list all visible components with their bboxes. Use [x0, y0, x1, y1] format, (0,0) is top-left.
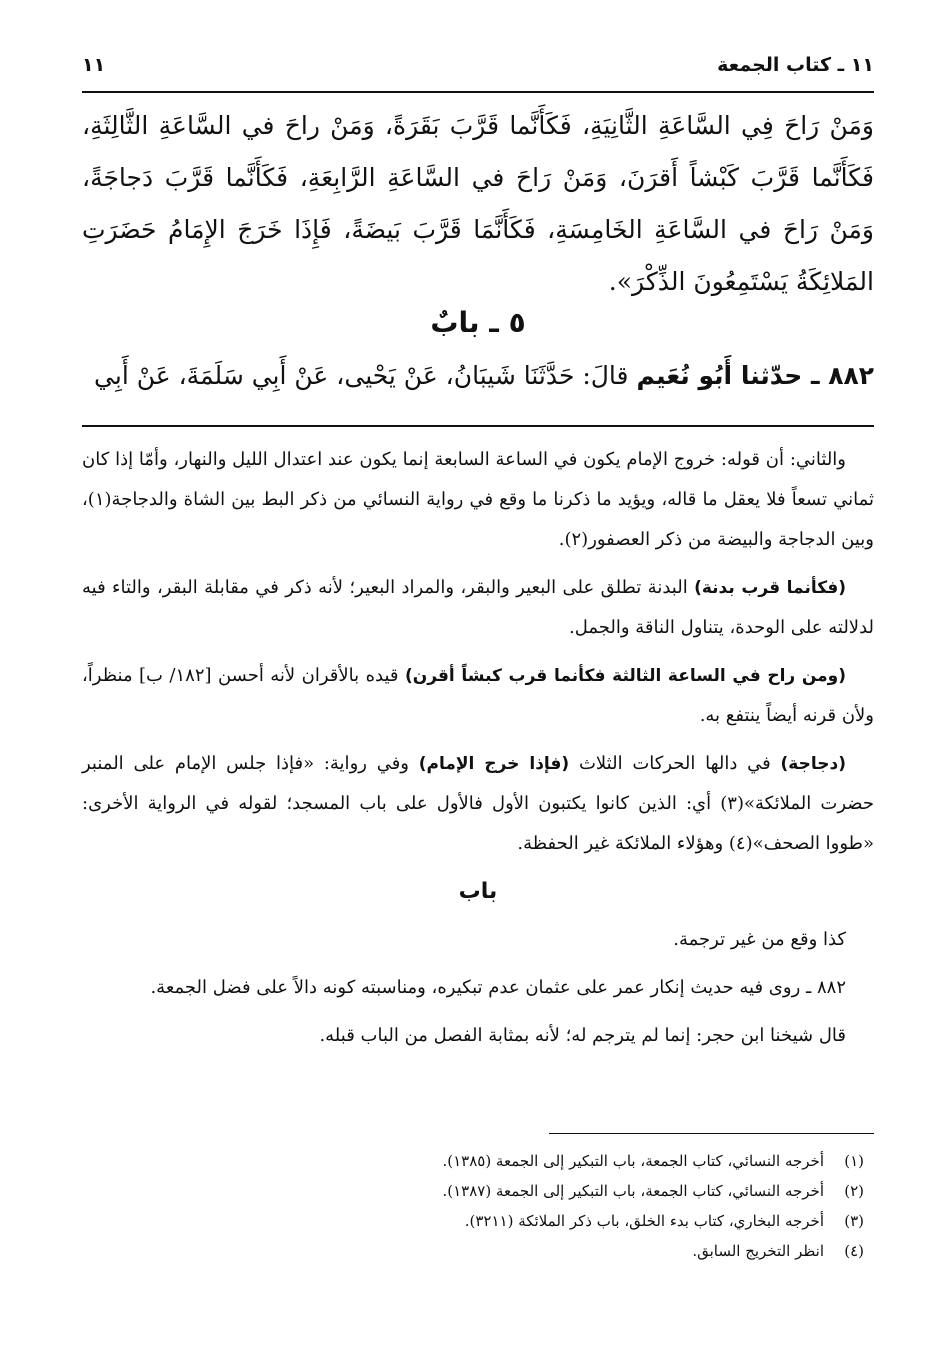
commentary-text: في دالها الحركات الثلاث	[578, 753, 771, 774]
commentary-text: البدنة تطلق على البعير والبقر، والمراد البعير؛ لأنه ذكر في مقابلة البقر، والتاء فيه لدلالته على الوحدة، يتناول الناقة والجمل.	[82, 577, 874, 638]
footnote-number: (٤)	[844, 1242, 864, 1260]
chapter-heading: ٥ ـ بابٌ	[430, 306, 526, 339]
sub-heading: باب	[458, 879, 498, 904]
footnote	[82, 1206, 874, 1236]
commentary-paragraph	[82, 568, 874, 648]
commentary-text: قيده بالأقران لأنه أحسن [١٨٢/ ب] منظراً، ولأن قرنه أيضاً ينتفع به.	[82, 665, 874, 726]
footnote-text: أخرجه البخاري، كتاب بدء الخلق، باب ذكر الملائكة (٣٢١١).	[464, 1212, 824, 1230]
footnote	[82, 1146, 874, 1176]
commentary-paragraph: والثاني: أن قوله: خروج الإمام يكون في الساعة السابعة إنما يكون عند اعتدال الليل والنهار، وأمّا إذا كان ثماني تسعاً فلا يعقل ما قاله، ويؤيد ما ذكرنا ما وقع في رواية النسائي من ذكر البط بين الشاة والدجاجة(١)، وبين الدجاجة والبيضة من ذكر العصفور(٢).	[82, 449, 874, 550]
header-divider	[82, 91, 874, 93]
commentary	[82, 440, 874, 1064]
hadith-text: وَمَنْ رَاحَ فِي السَّاعَةِ الثَّانِيَةِ، فَكَأَنَّما قَرَّبَ بَقَرَةً، وَمَنْ راحَ في السَّاعَةِ الثَّالِثَةِ، فَكَأَنَّما قَرَّبَ كَبْشاً أَقرَنَ، وَمَنْ رَاحَ في السَّاعَةِ الرَّابِعَةِ، فَكَأَنَّما قَرَّبَ دَجاجَةً، وَمَنْ رَاحَ في السَّاعَةِ الخَامِسَةِ، فَكَأَنَّمَا قَرَّبَ بَيضَةً، فَإِذَا خَرَجَ الإِمَامُ حَضَرَتِ المَلائِكَةُ يَسْتَمِعُونَ الذِّكْرَ».	[82, 111, 874, 296]
commentary-divider	[82, 425, 874, 427]
footnote-text: أخرجه النسائي، كتاب الجمعة، باب التبكير إلى الجمعة (١٣٨٥).	[442, 1152, 824, 1170]
footnote-text: انظر التخريج السابق.	[692, 1242, 824, 1260]
footnote-number: (١)	[844, 1152, 864, 1170]
footnote	[82, 1176, 874, 1206]
page-number: ١١	[82, 54, 106, 76]
header-title: ١١ ـ كتاب الجمعة	[717, 54, 874, 76]
footnote-divider	[549, 1133, 874, 1134]
running-header	[82, 50, 874, 84]
hadith-882-number: ٨٨٢ ـ حدّثنا أَبُو نُعَيم	[636, 361, 874, 390]
commentary-paragraph: ٨٨٢ ـ روى فيه حديث إنكار عمر على عثمان عدم تبكيره، ومناسبته كونه دالاً على فضل الجمعة.	[150, 977, 846, 998]
footnote-text: أخرجه النسائي، كتاب الجمعة، باب التبكير إلى الجمعة (١٣٨٧).	[442, 1182, 824, 1200]
hadith-882-text: قالَ: حَدَّثَنَا شَيبَانُ، عَنْ يَحْيى، عَنْ أَبِي سَلَمَةَ، عَنْ أَبِي	[94, 361, 629, 390]
commentary-lemma: (فكأنما قرب بدنة)	[694, 578, 846, 598]
commentary-lemma: (ومن راح في الساعة الثالثة فكأنما قرب كبشاً أقرن)	[404, 666, 846, 686]
commentary-paragraph: كذا وقع من غير ترجمة.	[673, 929, 846, 950]
footnote	[82, 1236, 874, 1266]
commentary-paragraph: قال شيخنا ابن حجر: إنما لم يترجم له؛ لأنه بمثابة الفصل من الباب قبله.	[319, 1025, 846, 1046]
hadith-882	[82, 350, 874, 402]
footnote-number: (٢)	[844, 1182, 864, 1200]
footnotes	[82, 1146, 874, 1266]
commentary-paragraph	[82, 656, 874, 736]
footnote-number: (٣)	[844, 1212, 864, 1230]
commentary-lemma: (فإذا خرج الإمام)	[418, 754, 570, 774]
commentary-lemma: (دجاجة)	[780, 754, 846, 774]
commentary-paragraph	[82, 744, 874, 864]
commentary-text: وفي رواية: «فإذا جلس الإمام على المنبر حضرت الملائكة»(٣) أي: الذين كانوا يكتبون الأول فالأول على باب المسجد؛ لقوله في الرواية الأخرى: «طووا الصحف»(٤) وهؤلاء الملائكة غير الحفظة.	[82, 753, 874, 854]
